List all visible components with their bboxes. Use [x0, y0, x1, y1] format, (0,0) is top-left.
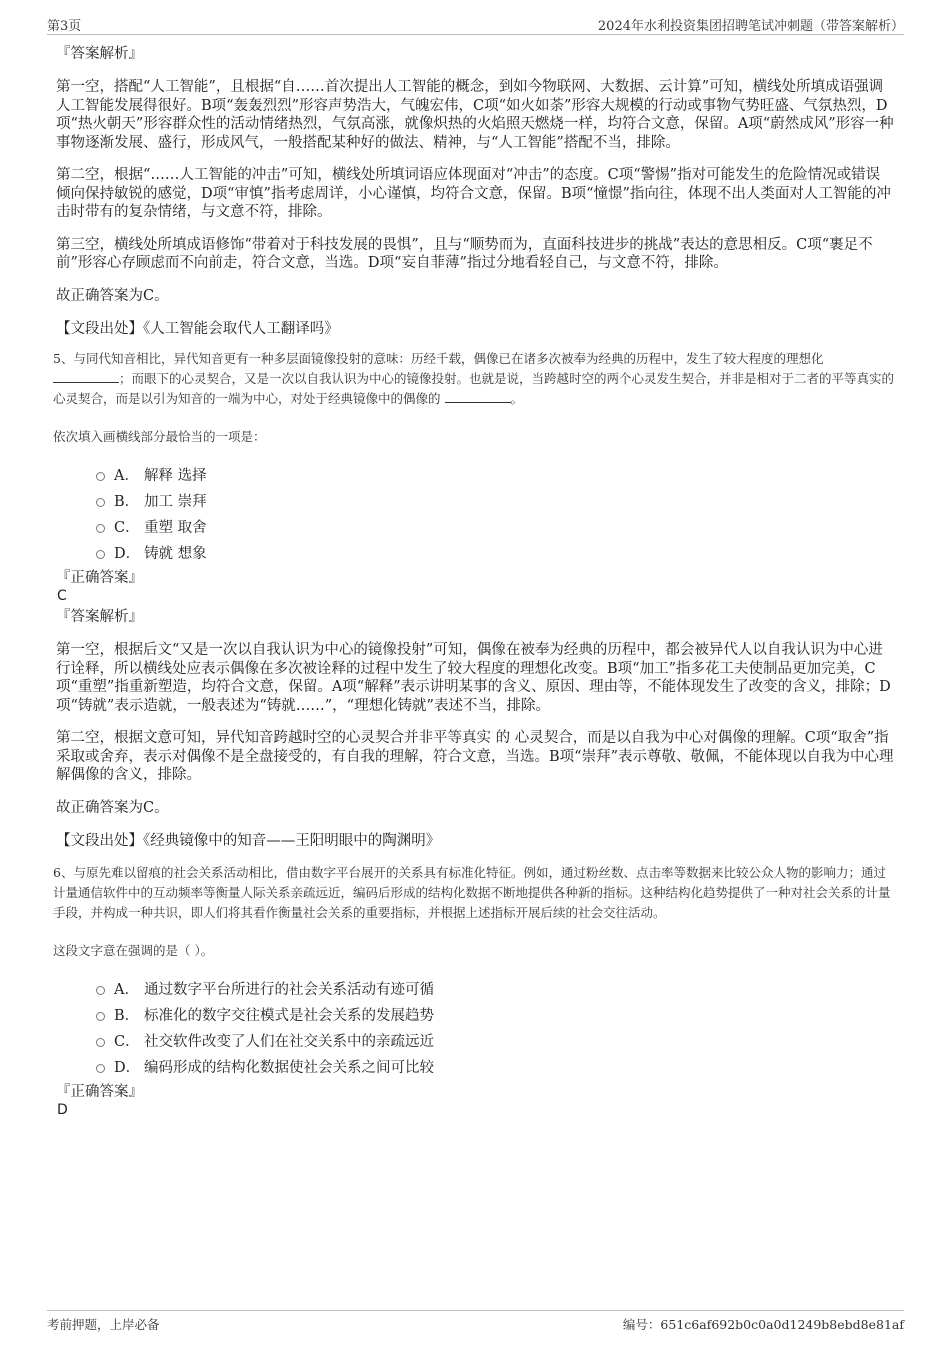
radio-icon[interactable] — [96, 1064, 105, 1073]
q5-conclusion: 故正确答案为C。 — [56, 799, 169, 816]
option-letter: D． — [114, 1060, 141, 1076]
q5-option-b[interactable] — [96, 489, 894, 515]
blank-line — [53, 370, 119, 383]
q5-text-c: 。 — [510, 391, 524, 406]
q5-answer: C — [57, 588, 67, 604]
page-header — [47, 14, 904, 35]
radio-icon[interactable] — [96, 524, 105, 533]
option-letter: C． — [114, 520, 140, 536]
q5-question-text — [53, 349, 894, 409]
option-text: 社交软件改变了人们在社交关系中的亲疏远近 — [144, 1034, 434, 1050]
q4-source: 【文段出处】《人工智能会取代人工翻译吗》 — [56, 321, 339, 337]
page-content — [53, 44, 895, 1119]
option-text: 编码形成的结构化数据使社会关系之间可比较 — [144, 1060, 434, 1076]
q4-conclusion: 故正确答案为C。 — [56, 287, 169, 304]
q5-source: 【文段出处】《经典镜像中的知音——王阳明眼中的陶渊明》 — [56, 833, 441, 849]
q4-analysis-para: 第三空，横线处所填成语修饰“带着对于科技发展的畏惧”，且与“顺势而为，直面科技进步的挑战”表达的意思相反。C项“裹足不前”形容心存顾虑而不向前走，符合文意，当选。D项“妄自菲薄”指过分地看轻自己，与文意不符，排除。 — [56, 236, 873, 271]
q6-option-b[interactable] — [96, 1003, 894, 1029]
q6-options — [96, 977, 894, 1081]
q4-analysis-para: 第一空，搭配“人工智能”，且根据“自……首次提出人工智能的概念，到如今物联网、大数据、云计算”可知，横线处所填成语强调人工智能发展得很好。B项“轰轰烈烈”形容声势浩大，气魄宏伟，C项“如火如荼”形容大规模的行动或事物气势旺盛、气氛热烈，D项“热火朝天”形容群众性的活动情绪热烈，气氛高涨，就像炽热的火焰照天燃烧一样，均符合文意，保留。A项“蔚然成风”形容一种事物逐渐发展、盛行，形成风气，一般搭配某种好的做法、精神，与“人工智能”搭配不当，排除。 — [56, 79, 894, 151]
q4-analysis-heading: 『答案解析』 — [56, 46, 143, 62]
q5-text-a: 5、与同代知音相比，异代知音更有一种多层面镜像投射的意味：历经千载，偶像已在诸多次被奉为经典的历程中，发生了较大程度的理想化 — [53, 351, 824, 366]
q4-analysis-para: 第二空，根据“……人工智能的冲击”可知，横线处所填词语应体现面对“冲击”的态度。C项“警惕”指对可能发生的危险情况或错误倾向保持敏锐的感觉，D项“审慎”指考虑周详，小心谨慎，均符合文意，保留。B项“憧憬”指向往，体现不出人类面对人工智能的冲击时带有的复杂情绪，与文意不符，排除。 — [56, 167, 891, 220]
footer-note: 考前押题，上岸必备 — [47, 1317, 160, 1332]
option-letter: C． — [114, 1034, 140, 1050]
q5-prompt: 依次填入画横线部分最恰当的一项是： — [53, 429, 266, 444]
option-letter: A． — [114, 982, 139, 998]
radio-icon[interactable] — [96, 498, 105, 507]
q5-option-a[interactable] — [96, 463, 894, 489]
option-text: 通过数字平台所进行的社会关系活动有迹可循 — [144, 982, 434, 998]
q6-option-c[interactable] — [96, 1029, 894, 1055]
document-code: 编号：651c6af692b0c0a0d1249b8ebd8e81af — [622, 1317, 904, 1332]
q6-answer: D — [57, 1102, 68, 1118]
q5-analysis-para: 第一空，根据后文“又是一次以自我认识为中心的镜像投射”可知，偶像在被奉为经典的历程中，都会被异代人以自我认识为中心进行诠释，所以横线处应表示偶像在多次被诠释的过程中发生了较大程度的理想化改变。B项“加工”指多花工夫使制品更加完美，C项“重塑”指重新塑造，均符合文意，保留。A项“解释”表示讲明某事的含义、原因、理由等，不能体现发生了改变的含义，排除；D项“铸就”表示造就，一般表述为“铸就……”，“理想化铸就”表述不当，排除。 — [56, 642, 891, 714]
option-letter: B． — [114, 1008, 140, 1024]
q5-option-d[interactable] — [96, 541, 894, 567]
radio-icon[interactable] — [96, 986, 105, 995]
page-number: 第3页 — [47, 19, 82, 34]
q5-answer-heading: 『正确答案』 — [56, 570, 143, 586]
radio-icon[interactable] — [96, 472, 105, 481]
option-text: 铸就 想象 — [144, 546, 207, 562]
option-letter: D． — [114, 546, 141, 562]
blank-line — [445, 390, 511, 403]
q5-analysis-heading: 『答案解析』 — [56, 609, 143, 625]
q6-prompt: 这段文字意在强调的是（ ）。 — [53, 943, 214, 958]
q5-option-c[interactable] — [96, 515, 894, 541]
page-footer — [47, 1310, 904, 1333]
radio-icon[interactable] — [96, 550, 105, 559]
option-letter: A． — [114, 468, 139, 484]
q5-text-b: ；而眼下的心灵契合，又是一次以自我认识为中心的镜像投射。也就是说，当跨越时空的两个心灵发生契合，并非是相对于二者的平等真实的心灵契合，而是以引为知音的一端为中心，对处于经典镜像中的偶像的 — [53, 371, 895, 406]
document-title: 2024年水利投资集团招聘笔试冲刺题（带答案解析） — [597, 19, 904, 34]
q5-analysis-para: 第二空，根据文意可知，异代知音跨越时空的心灵契合并非平等真实 的 心灵契合，而是以自我为中心对偶像的理解。C项“取舍”指采取或舍弃，表示对偶像不是全盘接受的，有自我的理解，符合文意，当选。B项“崇拜”表示尊敬、敬佩，不能体现以自我为中心理解偶像的含义，排除。 — [56, 730, 894, 783]
option-text: 标准化的数字交往模式是社会关系的发展趋势 — [144, 1008, 434, 1024]
radio-icon[interactable] — [96, 1038, 105, 1047]
option-letter: B． — [114, 494, 140, 510]
option-text: 加工 崇拜 — [144, 494, 207, 510]
q6-option-a[interactable] — [96, 977, 894, 1003]
option-text: 解释 选择 — [144, 468, 207, 484]
q6-question-text: 6、与原先难以留痕的社会关系活动相比，借由数字平台展开的关系具有标准化特征。例如，通过粉丝数、点击率等数据来比较公众人物的影响力；通过计量通信软件中的互动频率等衡量人际关系亲疏远近，编码后形成的结构化数据不断地提供各种新的指标。这种结构化趋势提供了一种对社会关系的计量手段，并构成一种共识，即人们将其看作衡量社会关系的重要指标，并根据上述指标开展后续的社会交往活动。 — [53, 865, 891, 920]
q5-options — [96, 463, 894, 567]
q6-option-d[interactable] — [96, 1055, 894, 1081]
q6-answer-heading: 『正确答案』 — [56, 1084, 143, 1100]
radio-icon[interactable] — [96, 1012, 105, 1021]
option-text: 重塑 取舍 — [144, 520, 207, 536]
